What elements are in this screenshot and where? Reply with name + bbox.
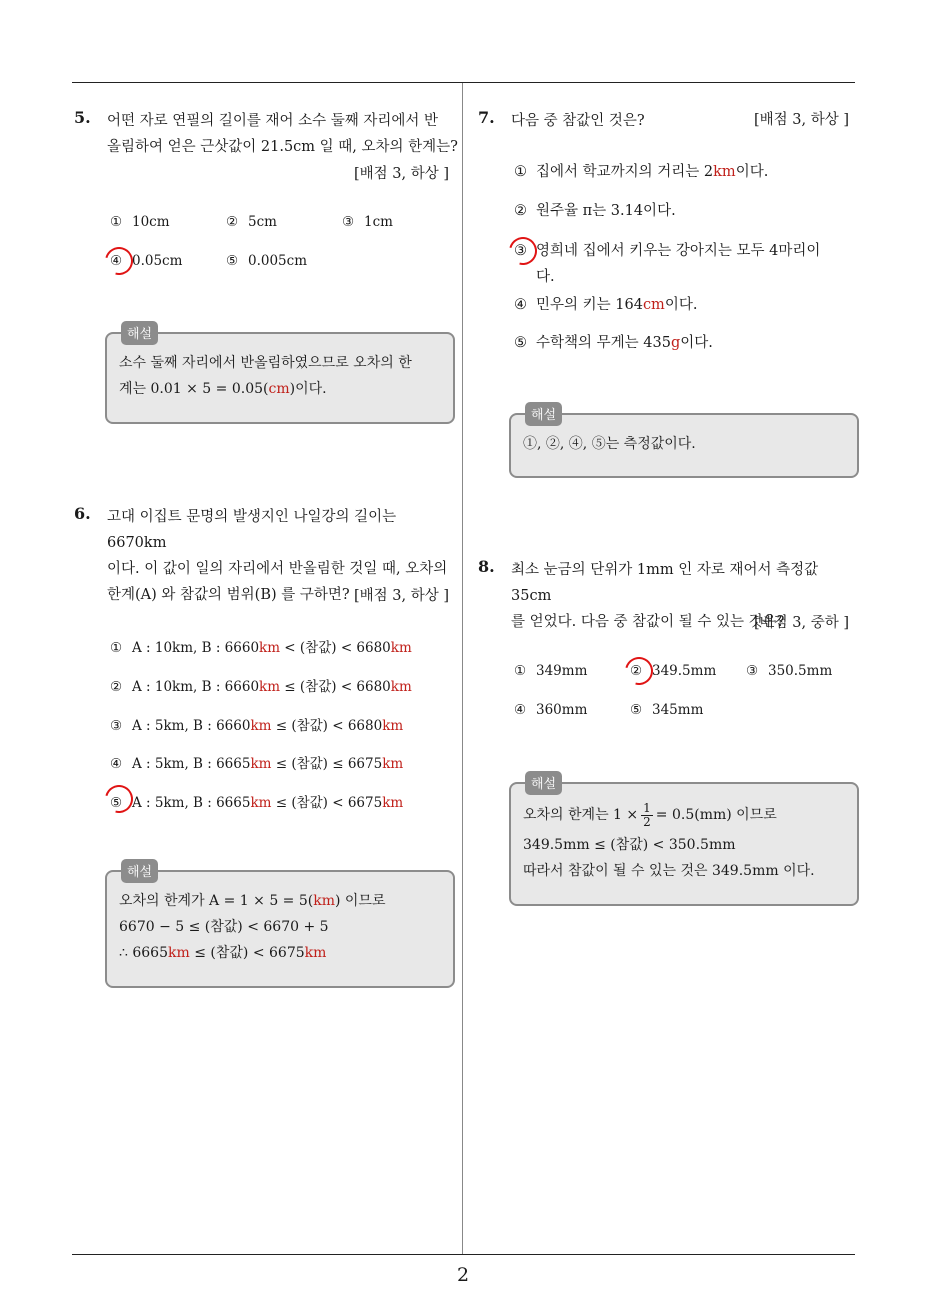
option-1[interactable]: ① A : 10km, B : 6660km < (참값) < 6680km [110, 640, 412, 656]
question-line: 를 얻었다. 다음 중 참값이 될 수 있는 것은? [511, 614, 785, 630]
question-number: 5. [74, 108, 91, 127]
header-rule [72, 82, 855, 83]
footer-rule [72, 1254, 855, 1255]
solution-label: 해설 [525, 402, 562, 426]
question-line: 고대 이집트 문명의 발생지인 나일강의 길이는 6670km [107, 509, 397, 551]
question-number: 7. [478, 108, 495, 127]
option-2[interactable]: ② 5cm [226, 214, 277, 230]
question-text: 다음 중 참값인 것은? [511, 113, 645, 129]
option-5[interactable]: ⑤ 0.005cm [226, 253, 308, 269]
answer-circle-mark [620, 652, 658, 690]
option-5[interactable]: ⑤ A : 5km, B : 6665km ≤ (참값) < 6675km [110, 795, 404, 811]
solution-text: ①, ②, ④, ⑤는 측정값이다. [523, 436, 696, 452]
option-1[interactable]: ① 집에서 학교까지의 거리는 2km이다. [514, 164, 769, 180]
score-label: [배점 3, 하상 ] [353, 588, 449, 604]
question-number: 8. [478, 557, 495, 576]
option-1[interactable]: ① 349mm [514, 663, 588, 679]
solution-text: 오차의 한계가 A = 1 × 5 = 5(km) 이므로 6670 − 5 ≤ (참값) < 6670 + 5 ∴ 6665km ≤ (참값) < 6675km [119, 893, 386, 961]
option-4[interactable]: ④ A : 5km, B : 6665km ≤ (참값) ≤ 6675km [110, 756, 404, 772]
answer-circle-mark [100, 242, 138, 280]
option-1[interactable]: ① 10cm [110, 214, 170, 230]
solution-box [105, 327, 455, 424]
question-line: 올림하여 얻은 근삿값이 21.5cm 일 때, 오차의 한계는? [107, 139, 458, 155]
question-number: 6. [74, 504, 91, 523]
option-4[interactable]: ④ 0.05cm [110, 253, 183, 269]
score-label: [배점 3, 하상 ] [754, 112, 850, 128]
option-4[interactable]: ④ 민우의 키는 164cm이다. [514, 297, 698, 313]
option-2[interactable]: ② A : 10km, B : 6660km ≤ (참값) < 6680km [110, 679, 412, 695]
answer-circle-mark [100, 780, 138, 818]
page-number: 2 [456, 1264, 470, 1286]
option-3[interactable]: ③ A : 5km, B : 6660km ≤ (참값) < 6680km [110, 718, 404, 734]
question-7 [478, 108, 863, 488]
question-line: 최소 눈금의 단위가 1mm 인 자로 재어서 측정값 35cm [511, 562, 819, 604]
column-divider [462, 83, 463, 1254]
solution-box [509, 777, 859, 906]
solution-text: 오차의 한계는 1 × $\frac{1}{2}$ = 0.5(mm) 이므로 349.5mm ≤ (참값) < 350.5mm 따라서 참값이 될 수 있는 것은 349.5mm 이다. [523, 800, 815, 879]
score-label: [배점 3, 중하 ] [754, 615, 850, 631]
score-label: [배점 3, 하상 ] [353, 166, 449, 182]
option-2[interactable]: ② 원주율 π는 3.14이다. [514, 203, 676, 219]
question-line: 한계(A) 와 참값의 범위(B) 를 구하면? [107, 587, 350, 603]
question-6 [74, 504, 459, 994]
option-3[interactable]: ③ 1cm [342, 214, 393, 230]
option-5[interactable]: ⑤ 수학책의 무게는 435g이다. [514, 335, 713, 351]
question-line: 어떤 자로 연필의 길이를 재어 소수 둘째 자리에서 반 [107, 113, 439, 129]
solution-label: 해설 [121, 321, 158, 345]
solution-label: 해설 [525, 771, 562, 795]
solution-box [105, 865, 455, 988]
solution-text: 소수 둘째 자리에서 반올림하였으므로 오차의 한 계는 0.01 × 5 = 0.05(cm)이다. [119, 355, 412, 397]
solution-box [509, 408, 859, 478]
option-2[interactable]: ② 349.5mm [630, 663, 717, 679]
option-3[interactable]: ③ 350.5mm [746, 663, 833, 679]
option-4[interactable]: ④ 360mm [514, 702, 588, 718]
option-5[interactable]: ⑤ 345mm [630, 702, 704, 718]
fraction: $\frac{1}{2}$ [643, 800, 651, 829]
question-line: 이다. 이 값이 일의 자리에서 반올림한 것일 때, 오차의 [107, 561, 448, 577]
option-3[interactable]: ③ 영희네 집에서 키우는 강아지는 모두 4마리이 다. [514, 243, 821, 285]
solution-label: 해설 [121, 859, 158, 883]
question-5 [74, 108, 459, 428]
question-text [107, 108, 459, 160]
question-8 [478, 557, 863, 917]
